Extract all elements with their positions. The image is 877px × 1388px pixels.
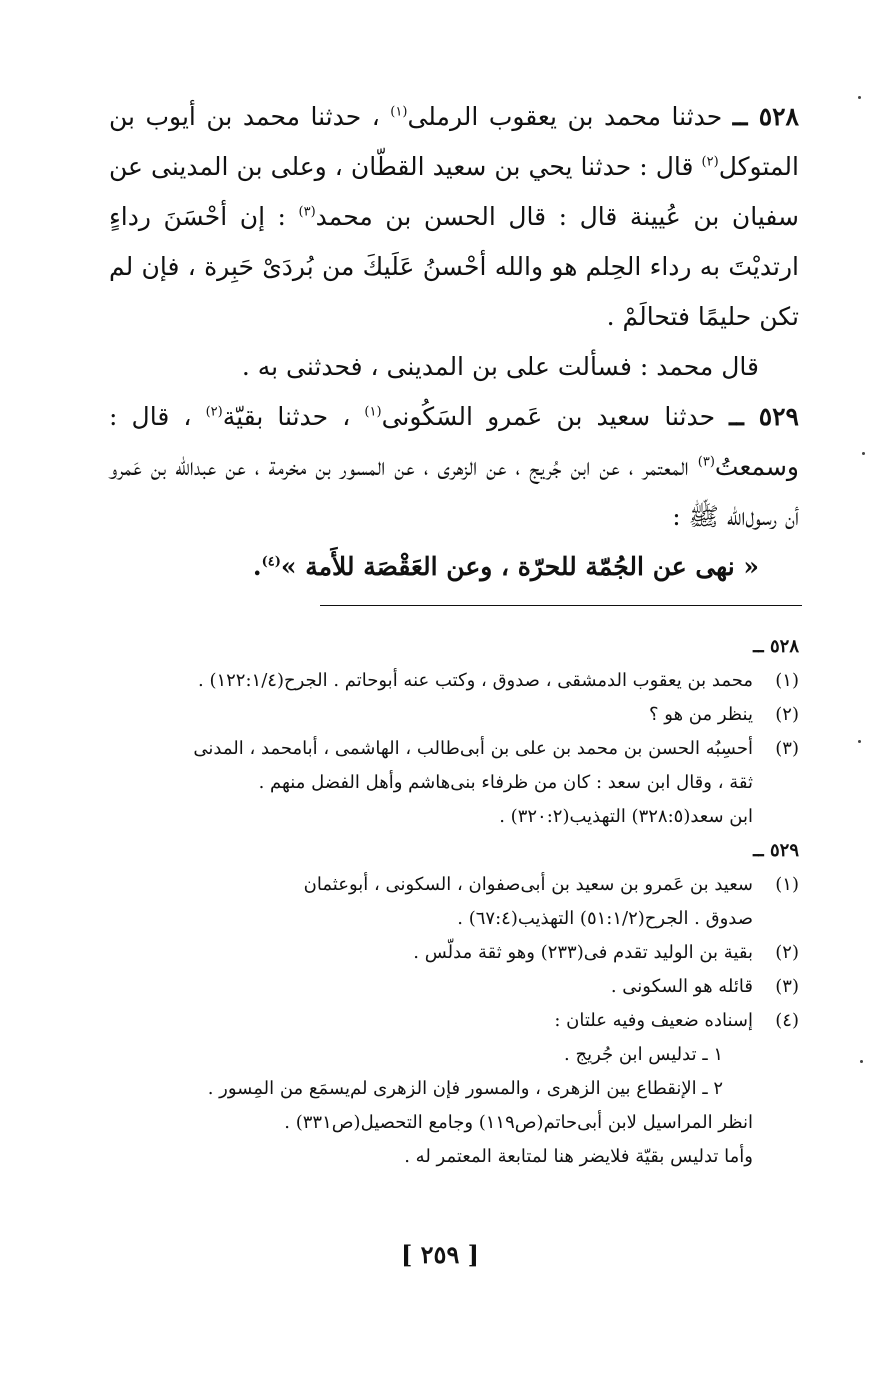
scan-speck [862, 452, 865, 455]
footnote-number: (٣) [775, 738, 799, 759]
hadith-text: قال : حدثنا يحي بن سعيد القطّان ، وعلى بن المدينى عن سفيان بن عُيينة قال : قال الحسن بن محمد [109, 152, 799, 231]
footnotes [99, 630, 799, 1174]
footnote-continuation: صدوق . الجرح(٥١:١/٢) التهذيب(٦٧:٤) . [457, 908, 753, 929]
footnote-ref: (٣) [697, 454, 715, 470]
footnote-continuation: ثقة ، وقال ابن سعد : كان من ظرفاء بنى‌هاشم وأهل الفضل منهم . [258, 772, 753, 793]
footnote-number: (١) [775, 670, 799, 691]
footnote-number: (١) [775, 874, 799, 895]
footnote-ref: (١) [364, 404, 382, 420]
footnote-ref: (٢) [701, 154, 719, 170]
footnote [99, 664, 799, 698]
footnote [99, 868, 799, 902]
footnote-divider [320, 605, 802, 606]
footnote-number: (٢) [775, 942, 799, 963]
footnote-subitem: ١ ـ تدليس ابن جُريج . [564, 1044, 723, 1065]
footnote-text: أحسِبُه الحسن بن محمد بن على بن أبى‌طالب ، الهاشمى ، أبامحمد ، المدنى [193, 738, 753, 759]
main-text [109, 92, 799, 592]
footnote-ref: (٢) [205, 404, 223, 420]
scan-speck [860, 1060, 863, 1063]
page-number: [ ٢٥٩ ] [400, 1240, 480, 1269]
footnote-continuation: ابن سعد(٣٢٨:٥) التهذيب(٣٢٠:٢) . [499, 806, 753, 827]
hadith-text: ، حدثنا بقيّة [222, 402, 351, 431]
footnote-text: بقية بن الوليد تقدم فى(٢٣٣) وهو ثقة مدلّس . [413, 942, 753, 963]
footnote-text: ينظر من هو ؟ [649, 704, 753, 725]
hadith-number: ٥٢٨ ــ [732, 102, 799, 131]
footnote-group-528: ٥٢٨ ــ [753, 636, 799, 657]
scan-speck [858, 96, 861, 99]
hadith-text: حدثنا محمد بن يعقوب الرملى [407, 102, 723, 131]
footnote-number: (٣) [775, 976, 799, 997]
footnote-continuation: انظر المراسيل لابن أبى‌حاتم(ص١١٩) وجامع التحصيل(ص٣٣١) . [284, 1112, 753, 1133]
footnote [99, 732, 799, 766]
footnote-text: إسناده ضعيف وفيه علتان : [554, 1010, 753, 1031]
hadith-529-quote [109, 542, 799, 592]
hadith-text: حدثنا سعيد بن عَمرو السَكُونى [381, 402, 716, 431]
footnote [99, 698, 799, 732]
quote-end: . [252, 552, 262, 581]
hadith-number: ٥٢٩ ــ [729, 402, 799, 431]
footnote-subitem: ٢ ـ الإنقطاع بين الزهرى ، والمسور فإن الزهرى لم‌يسمَع من المِسور . [207, 1078, 723, 1099]
scan-speck [858, 740, 861, 743]
footnote-ref: (٤) [261, 554, 281, 570]
hadith-text: : إن أحْسَنَ رداءٍ ارتديْتَ به رداء الحِلم هو والله أحْسنُ عَلَيكَ من بُردَىْ حَبِرة ، فإن لم تكن حليمًا فتحالَمْ . [109, 202, 799, 331]
footnote-text: محمد بن يعقوب الدمشقى ، صدوق ، وكتب عنه أبوحاتم . الجرح(١٢٢:١/٤) . [198, 670, 753, 691]
footnote-number: (٢) [775, 704, 799, 725]
hadith-text: ، قال : وسمعتُ [109, 402, 799, 481]
footnote [99, 936, 799, 970]
hadith-text: ، حدثنا محمد بن أيوب بن المتوكل [109, 102, 799, 181]
footnote-number: (٤) [775, 1010, 799, 1031]
footnote-ref: (٣) [298, 204, 316, 220]
hadith-529 [109, 392, 799, 542]
hadith-text: المعتمر ، عن ابن جُريج ، عن الزهرى ، عن المسور بن مخرمة ، عن عبدالله بن عَمرو أن رسول‌الله ﷺ : [109, 452, 799, 531]
footnote [99, 970, 799, 1004]
footnote [99, 1004, 799, 1038]
footnote-continuation: وأما تدليس بقيّة فلايضر هنا لمتابعة المعتمر له . [404, 1146, 753, 1167]
quote-text: « نهى عن الجُمّة للحرّة ، وعن العَقْصَة للأَمة » [280, 552, 759, 581]
footnote-group-529: ٥٢٩ ــ [753, 840, 799, 861]
hadith-528-after: قال محمد : فسألت على بن المدينى ، فحدثنى به . [241, 352, 759, 381]
footnote-ref: (١) [390, 104, 408, 120]
footnote-text: سعيد بن عَمرو بن سعيد بن أبى‌صفوان ، السكونى ، أبوعثمان [303, 874, 753, 895]
hadith-528 [109, 92, 799, 342]
footnote-text: قائله هو السكونى . [610, 976, 753, 997]
